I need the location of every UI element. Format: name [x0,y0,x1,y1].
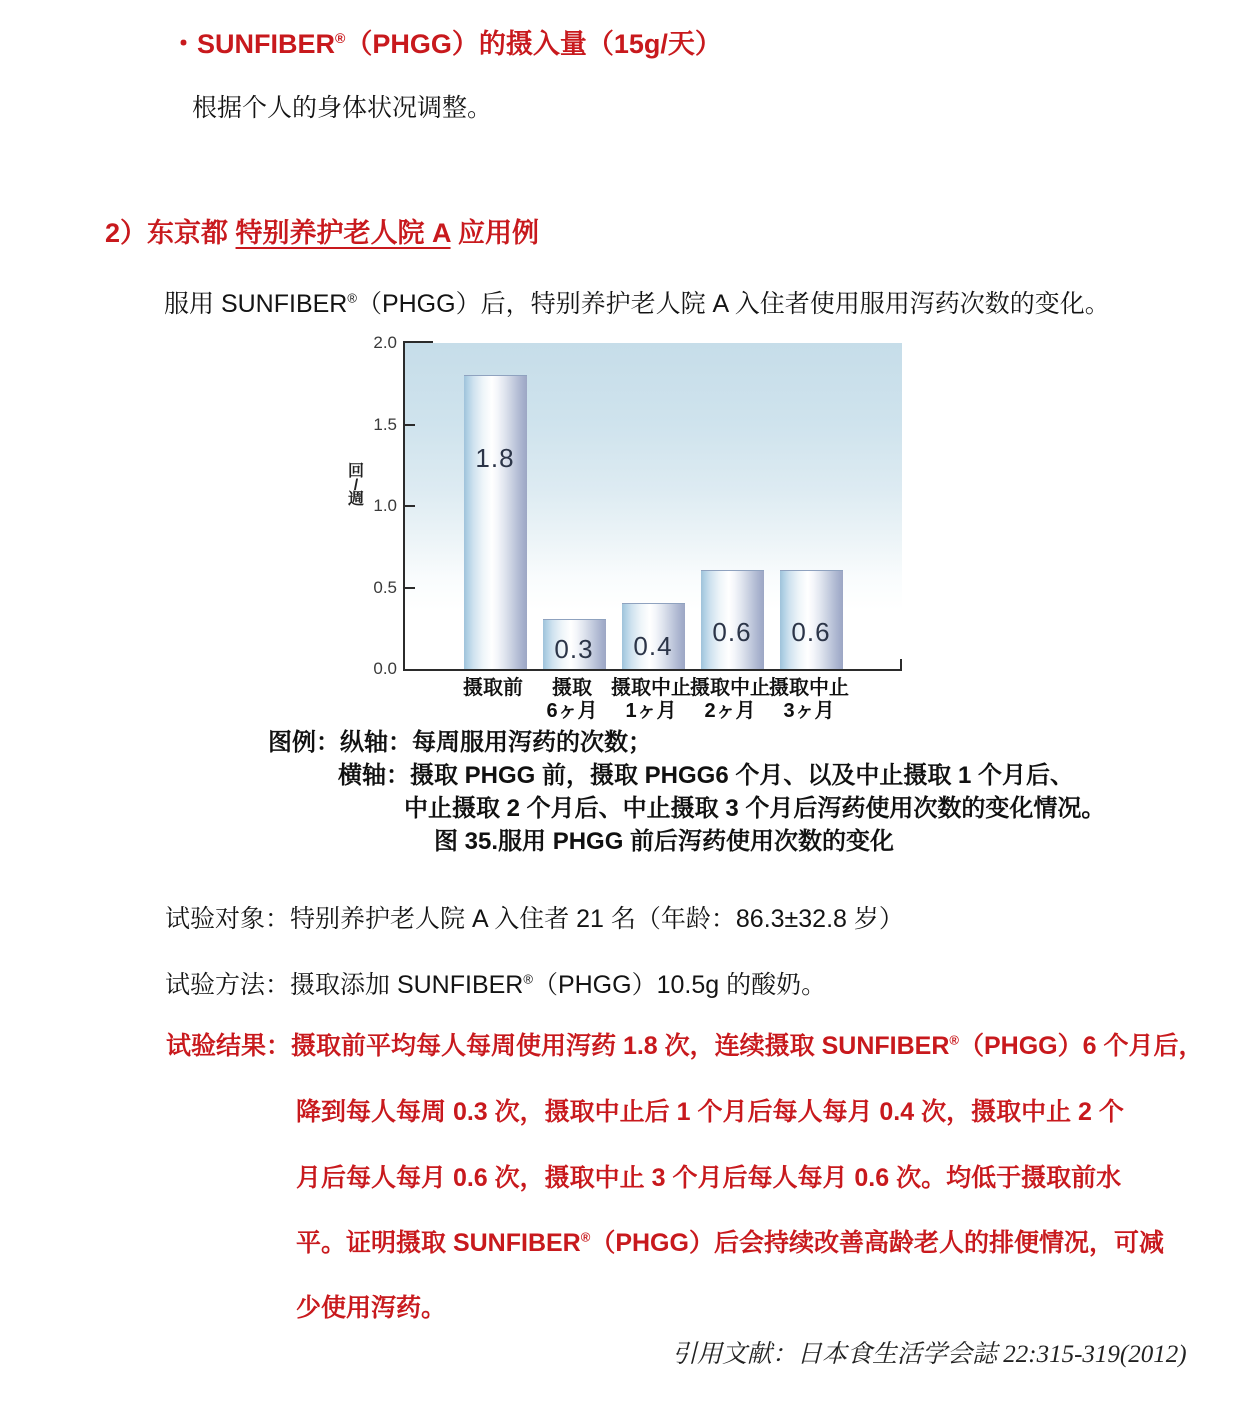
registered-mark: ® [949,1032,959,1048]
adjust-note: 根据个人的身体状况调整。 [192,94,493,122]
x-category-label-line: 摄取前 [463,677,523,699]
citation: 引用文献：日本食生活学会誌 22:315-319(2012) [672,1341,1187,1368]
bar-摄取前 [464,375,527,669]
bar-value-label: 0.4 [633,631,673,661]
y-axis-label-char: 回 [347,463,364,480]
bar-value-label: 1.8 [475,443,515,473]
method-post: （PHGG）10.5g 的酸奶。 [532,971,827,999]
y-tick-label: 1.5 [373,414,397,434]
bar-value-label: 0.3 [554,634,594,664]
legend-line-3: 中止摄取 2 个月后、中止摄取 3 个月后泻药使用次数的变化情况。 [404,795,1106,822]
x-category-label-line: 2ヶ月 [704,700,756,722]
y-axis-label-char: / [353,477,359,494]
result-line-4 [296,1223,1164,1259]
y-axis-tick [405,505,415,507]
y-tick-label: 2.0 [373,333,397,352]
section-heading [105,211,539,250]
result-line-3: 月后每人每月 0.6 次，摄取中止 3 个月后每人每月 0.6 次。均低于摄取前水 [296,1164,1122,1192]
test-subjects-line: 试验对象：特别养护老人院 A 入住者 21 名（年龄：86.3±32.8 岁） [165,905,904,933]
bar-value-label: 0.6 [791,617,831,647]
y-axis-tick [405,587,415,589]
registered-mark: ® [523,971,533,987]
x-category-label-line: 摄取 [552,677,592,699]
registered-mark: ® [580,1229,591,1245]
figure-caption: 图 35.服用 PHGG 前后泻药使用次数的变化 [434,828,895,855]
result-line-2: 降到每人每周 0.3 次，摄取中止后 1 个月后每人每月 0.4 次，摄取中止 2 个 [296,1098,1124,1126]
y-axis-top-cap [403,341,433,343]
bar-value-label: 0.6 [712,617,752,647]
registered-mark: ® [335,30,346,46]
intake-bullet-pre: ・SUNFIBER [170,29,336,59]
legend-line-1: 图例：纵轴：每周服用泻药的次数； [268,729,652,756]
y-tick-label: 0.5 [373,577,397,597]
plot-area [403,343,902,671]
result-4-pre: 平。证明摄取 SUNFIBER [296,1229,581,1257]
x-category-label-line: 摄取中止 [769,677,849,699]
bar-chart [340,333,920,732]
intake-bullet-post: （PHGG）的摄入量（15g/天） [345,29,722,59]
result-line-1 [166,1026,1203,1062]
intro-post: （PHGG）后，特别养护老人院 A 入住者使用服用泻药次数的变化。 [356,290,1110,318]
method-pre: 试验方法：摄取添加 SUNFIBER [165,971,524,999]
x-axis-end-cap [900,659,902,669]
registered-mark: ® [347,290,357,306]
result-1-pre: 试验结果：摄取前平均每人每周使用泻药 1.8 次，连续摄取 SUNFIBER [166,1032,950,1060]
y-axis-tick [405,424,415,426]
x-category-label-line: 6ヶ月 [546,700,598,722]
x-category-label-line: 3ヶ月 [783,700,835,722]
x-category-label-line: 摄取中止 [690,677,770,699]
result-4-post: （PHGG）后会持续改善高龄老人的排便情况，可减 [590,1229,1164,1257]
section-heading-post: 应用例 [450,218,540,248]
result-line-5: 少使用泻药。 [296,1294,447,1322]
y-tick-label: 0.0 [373,659,397,678]
section-heading-underlined: 特别养护老人院 A [235,218,451,248]
x-category-label-line: 1ヶ月 [625,700,677,722]
y-tick-label: 1.0 [373,496,397,515]
x-category-label [747,677,871,723]
result-1-post: （PHGG）6 个月后， [958,1032,1204,1060]
intro-pre: 服用 SUNFIBER [164,290,348,318]
y-axis-label-char: 週 [347,491,364,508]
test-method-line [165,965,826,1001]
x-category-label-line: 摄取中止 [611,677,691,699]
intro-paragraph [164,284,1110,320]
legend-line-2: 横轴：摄取 PHGG 前，摄取 PHGG6 个月、以及中止摄取 1 个月后、 [338,762,1075,789]
intake-bullet-title [170,22,722,61]
section-heading-pre: 2）东京都 [105,218,236,248]
